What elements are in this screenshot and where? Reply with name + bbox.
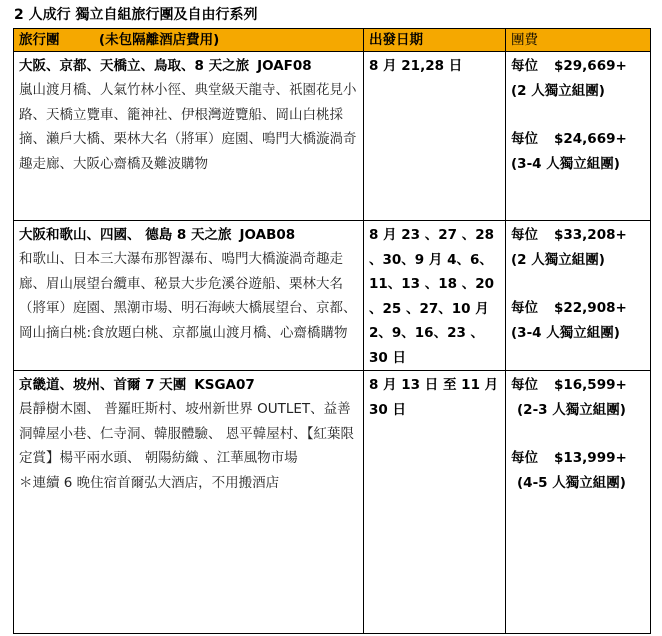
price-label: 每位: [511, 377, 538, 393]
tour-code: KSGA07: [194, 377, 255, 393]
tour-cell: [14, 371, 364, 634]
price-block: [511, 373, 646, 422]
table-row: [14, 221, 651, 371]
group-size: (2 人獨立組團): [511, 82, 605, 99]
tour-cell: [14, 52, 364, 221]
header-tour: [14, 29, 364, 52]
price-amount: $22,908+: [554, 300, 627, 316]
tour-name-text: 大阪和歌山、四國、 德島 8 天之旅: [19, 227, 232, 243]
table-row: [14, 52, 651, 221]
price-block: [511, 296, 646, 345]
price-amount: $16,599+: [554, 377, 627, 393]
tour-cell: [14, 221, 364, 371]
tour-description: 嵐山渡月橋、人氣竹林小徑、典堂級天龍寺、祇園花見小路、天橋立覽車、籠神社、伊根灣遊覽船、岡山白桃採摘、瀨戶大橋、栗林大名（將軍）庭園、鳴門大橋漩渦奇趣走廊、大阪心齋橋及難波購物: [19, 82, 357, 172]
price-block: [511, 446, 646, 495]
group-size: (4-5 人獨立組團): [517, 474, 626, 491]
tour-name-text: 京畿道、坡州、首爾 7 天團: [19, 377, 187, 393]
price-label: 每位: [511, 450, 538, 466]
header-price-label: 團費: [511, 32, 538, 48]
departure-dates: 8 月 23 、27 、28 、30、9 月 4、6、11、13 、18 、20 、25 、27、10 月 2、9、16、23 、30 日: [369, 227, 495, 366]
price-label: 每位: [511, 58, 538, 74]
price-cell: [506, 52, 651, 221]
price-label: 每位: [511, 227, 538, 243]
tour-name: [19, 54, 359, 78]
dates-cell: [364, 221, 506, 371]
price-block: [511, 54, 646, 103]
group-size: (2-3 人獨立組團): [517, 401, 626, 418]
departure-dates: 8 月 13 日 至 11 月 30 日: [369, 377, 499, 418]
tour-code: JOAF08: [257, 58, 312, 74]
dates-cell: [364, 371, 506, 634]
departure-dates: 8 月 21,28 日: [369, 58, 463, 74]
price-cell: [506, 221, 651, 371]
group-size: (3-4 人獨立組團): [511, 324, 620, 341]
header-dates-label: 出發日期: [369, 32, 423, 48]
tour-description: 和歌山、日本三大瀑布那智瀑布、鳴門大橋漩渦奇趣走廊、眉山展望台纜車、秘景大步危溪谷遊船、栗林大名（將軍）庭園、黑潮市場、明石海峽大橋展望台、京都、岡山摘白桃:食放題白桃、京都嵐山渡月橋、心齋橋購物: [19, 251, 357, 341]
price-cell: [506, 371, 651, 634]
price-label: 每位: [511, 300, 538, 316]
tour-name: [19, 223, 359, 247]
table-row: [14, 371, 651, 634]
group-size: (2 人獨立組團): [511, 251, 605, 268]
header-dates: [364, 29, 506, 52]
tour-note: ＊連續 6 晚住宿首爾弘大酒店，不用搬酒店: [19, 474, 280, 491]
table-header-row: [14, 29, 651, 52]
header-tour-note: (未包隔離酒店費用): [98, 32, 220, 48]
price-amount: $33,208+: [554, 227, 627, 243]
tour-name: [19, 373, 359, 397]
price-block: [511, 127, 646, 176]
dates-cell: [364, 52, 506, 221]
group-size: (3-4 人獨立組團): [511, 155, 620, 172]
header-tour-label: 旅行團: [19, 32, 60, 48]
tour-name-text: 大阪、京都、天橋立、鳥取、8 天之旅: [19, 58, 250, 74]
tour-code: JOAB08: [239, 227, 296, 243]
tour-description: 晨靜樹木園、 普羅旺斯村、坡州新世界 OUTLET、益善洞韓屋小巷、仁寺洞、韓服體驗、 恩平韓屋村、【紅葉限定賞】楊平兩水頭、 朝陽紡織 、江華風物市場: [19, 401, 355, 466]
header-price: [506, 29, 651, 52]
page-title: 2 人成行 獨立自組旅行團及自由行系列: [14, 7, 258, 23]
tour-table: [13, 28, 651, 634]
price-amount: $29,669+: [554, 58, 627, 74]
price-amount: $24,669+: [554, 131, 627, 147]
price-block: [511, 223, 646, 272]
price-amount: $13,999+: [554, 450, 627, 466]
price-label: 每位: [511, 131, 538, 147]
